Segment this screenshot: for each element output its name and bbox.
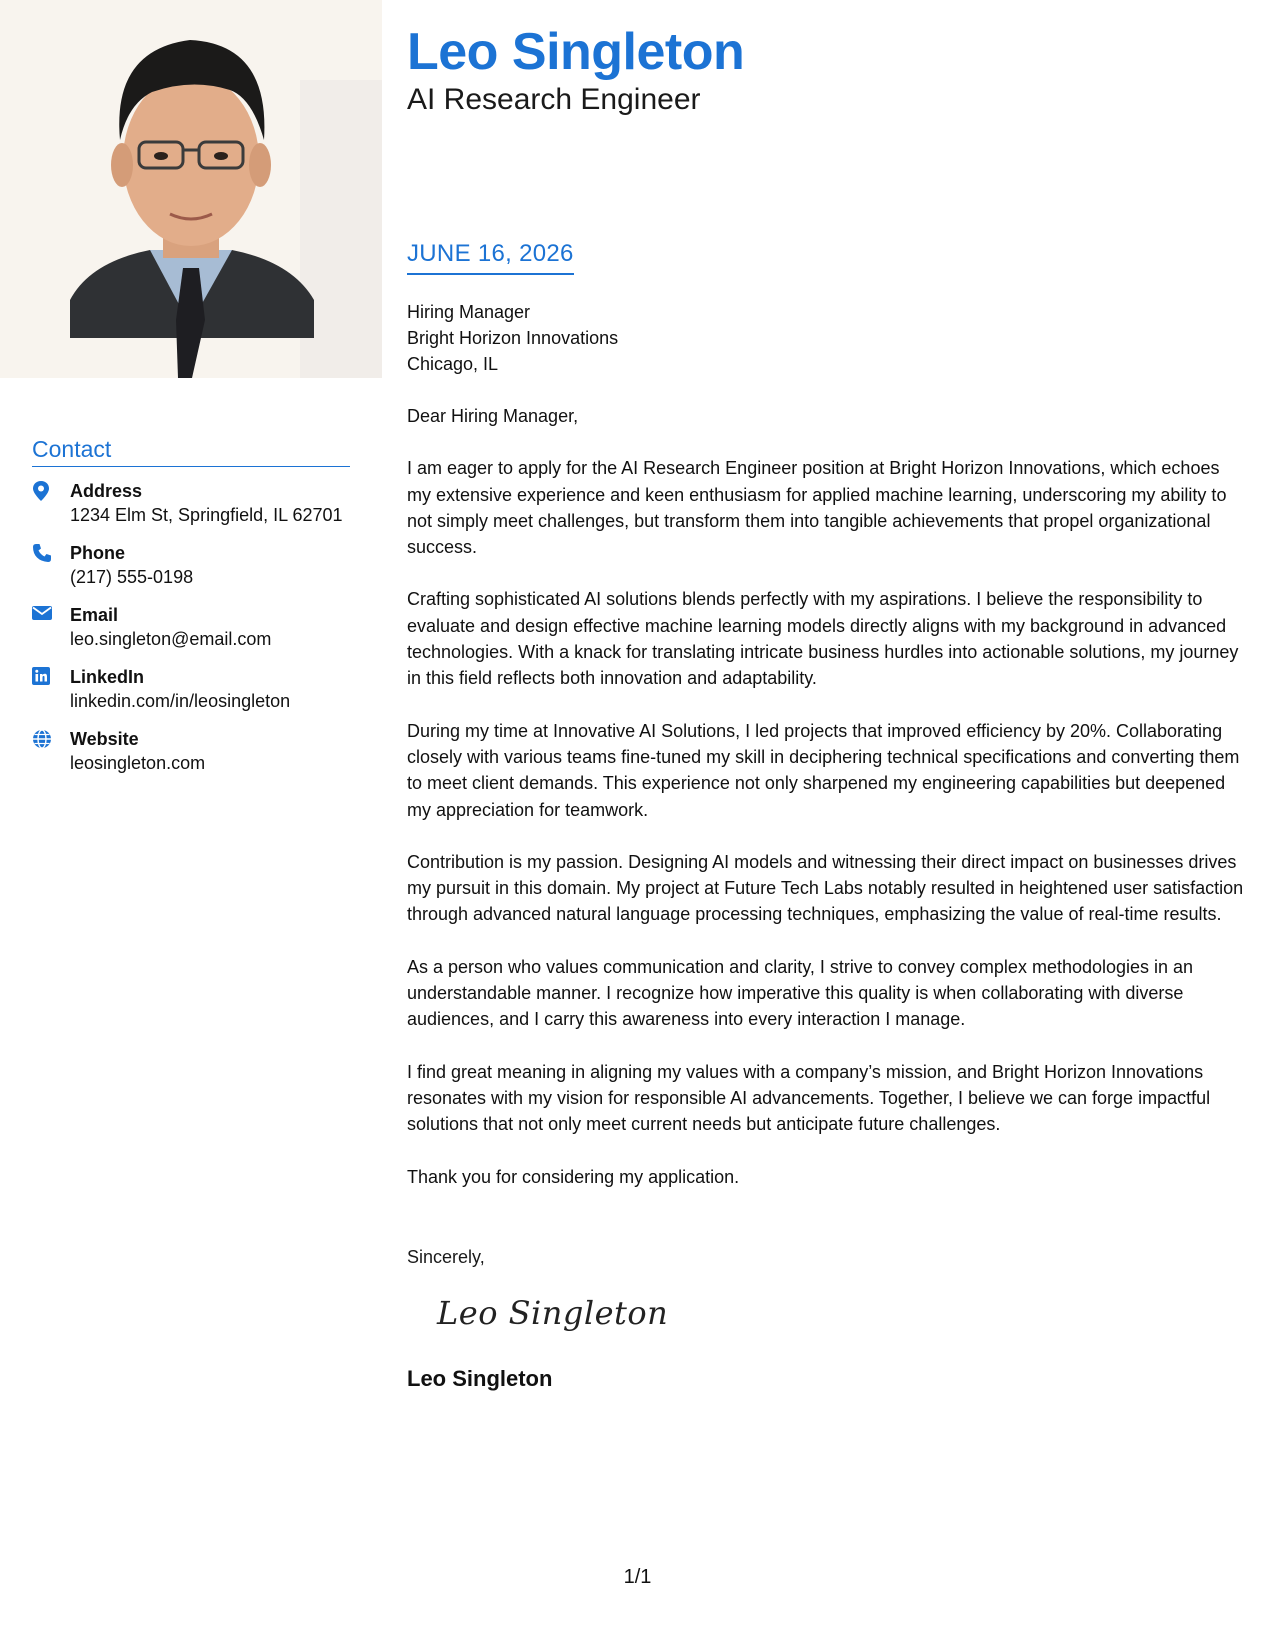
contact-heading: Contact [32, 436, 350, 467]
phone-icon [32, 541, 70, 589]
body-paragraph: Contribution is my passion. Designing AI models and witnessing their direct impact on businesses drives my pursuit in this domain. My project at Future Tech Labs notably resulted in heightened user satisfaction through advanced natural language processing techniques, emphasizing the value of real-time results. [407, 851, 1244, 925]
letter-main [407, 22, 1247, 1392]
contact-label: Website [70, 729, 139, 749]
body-paragraph: During my time at Innovative AI Solutions, I led projects that improved efficiency by 20%. Collaborating closely with various teams fine-tuned my skill in deciphering technical specifications and converting them to meet client demands. This experience not only sharpened my engineering capabilities but deepened my appreciation for teamwork. [407, 720, 1240, 820]
contact-item-linkedin [32, 665, 350, 713]
letter-date: JUNE 16, 2026 [407, 240, 574, 275]
recipient-location: Chicago, IL [407, 354, 499, 374]
linkedin-icon [32, 665, 70, 713]
letter-body [407, 403, 1247, 1190]
page-indicator: 1/1 [623, 1566, 652, 1588]
recipient-title: Hiring Manager [407, 302, 531, 322]
profile-photo [0, 0, 382, 378]
recipient-block [407, 299, 1247, 377]
body-paragraph: Thank you for considering my application. [407, 1166, 740, 1187]
contact-list [32, 479, 350, 775]
globe-icon [32, 727, 70, 775]
salutation: Dear Hiring Manager, [407, 406, 579, 426]
handwritten-signature: Leo Singleton [437, 1293, 669, 1332]
contact-label: Address [70, 481, 143, 501]
contact-sidebar [32, 436, 350, 789]
contact-item-address [32, 479, 350, 527]
body-paragraph: Crafting sophisticated AI solutions blends perfectly with my aspirations. I believe the responsibility to evaluate and design effective machine learning models directly aligns with my background in advanced technologies. With a knack for translating intricate business hurdles into actionable solutions, my journey in this field reflects both innovation and adaptability. [407, 589, 1239, 689]
phone-value: (217) 555-0198 [70, 567, 194, 587]
contact-item-phone [32, 541, 350, 589]
email-value: leo.singleton@email.com [70, 629, 272, 649]
website-value: leosingleton.com [70, 753, 206, 773]
envelope-icon [32, 603, 70, 651]
body-paragraph: As a person who values communication and clarity, I strive to convey complex methodologies in an understandable manner. I recognize how imperative this quality is when collaborating with diverse audiences, and I carry this awareness into every interaction I manage. [407, 956, 1194, 1030]
applicant-name: Leo Singleton [407, 23, 745, 81]
signoff-name: Leo Singleton [407, 1365, 553, 1391]
linkedin-value: linkedin.com/in/leosingleton [70, 691, 291, 711]
contact-item-email [32, 603, 350, 651]
closing: Sincerely, [407, 1246, 485, 1267]
body-paragraph: I find great meaning in aligning my values with a company’s mission, and Bright Horizon Innovations resonates with my vision for responsible AI advancements. Together, I believe we can forge impactful solutions that not only meet current needs but anticipate future challenges. [407, 1061, 1211, 1135]
contact-label: LinkedIn [70, 667, 145, 687]
contact-label: Email [70, 605, 119, 625]
job-title: AI Research Engineer [407, 83, 701, 116]
contact-label: Phone [70, 543, 126, 563]
body-paragraph: I am eager to apply for the AI Research Engineer position at Bright Horizon Innovations, which echoes my extensive experience and keen enthusiasm for applied machine learning, underscoring my ability to not simply meet challenges, but transform them into tangible achievements that propel organizational success. [407, 458, 1227, 558]
recipient-company: Bright Horizon Innovations [407, 328, 619, 348]
address-value: 1234 Elm St, Springfield, IL 62701 [70, 505, 343, 525]
location-pin-icon [32, 479, 70, 527]
contact-item-website [32, 727, 350, 775]
